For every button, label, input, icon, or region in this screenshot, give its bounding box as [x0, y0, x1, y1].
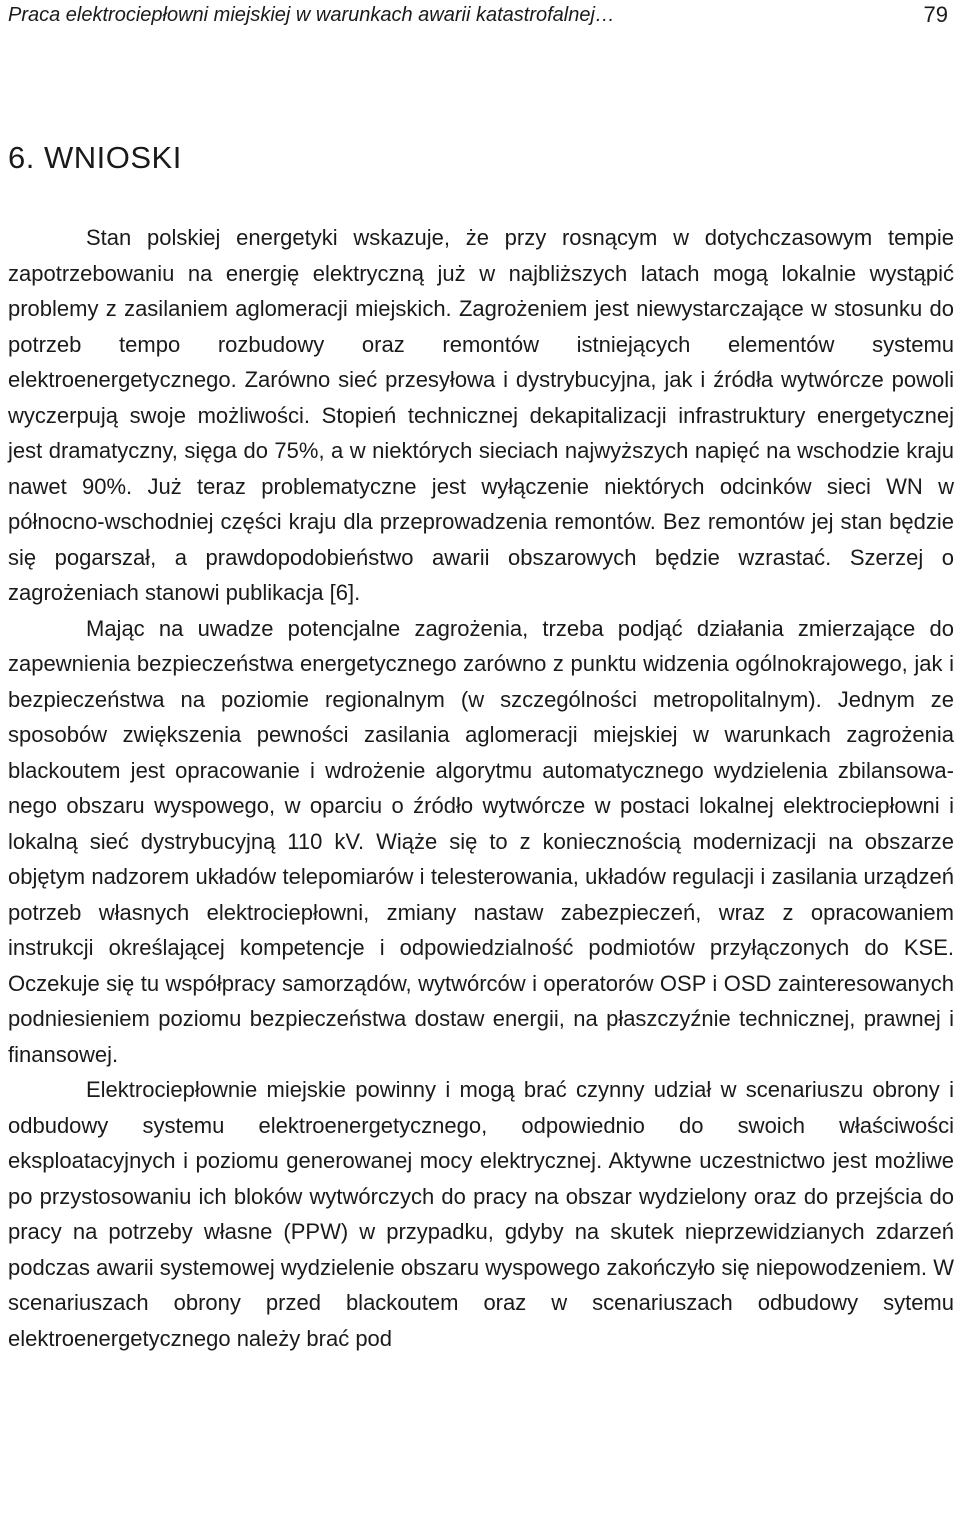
- document-page: [8, 0, 954, 1537]
- paragraph-1: Stan polskiej energetyki wskazuje, że przy rosnącym w dotychczasowym tempie zapotrzebowaniu na energię elektryczną już w najbliższych latach mogą lokalnie wystąpić problemy z zasilaniem aglomeracji miejskich. Zagrożeniem jest niewystarczające w stosunku do potrzeb tempo rozbudowy oraz remontów istniejących elementów systemu elektroenergetycznego. Zarówno sieć przesyłowa i dystrybucyjna, jak i źródła wytwórcze powoli wyczerpują swoje możliwości. Stopień technicznej dekapitalizacji infrastruktury energetycznej jest dramatyczny, sięga do 75%, a w niektórych sieciach najwyższych napięć na wschodzie kraju nawet 90%. Już teraz problematyczne jest wyłączenie niektórych odcinków sieci WN w północno-wschodniej części kraju dla przeprowadzenia remontów. Bez remontów jej stan będzie się pogarszał, a prawdopodobieństwo awarii obszarowych będzie wzrastać. Szerzej o zagrożeniach stanowi publikacja [6].: [8, 225, 954, 605]
- paragraph-2: Mając na uwadze potencjalne zagrożenia, trzeba podjąć działania zmierzające do zapewnienia bezpieczeństwa energetycznego zarówno z punktu widzenia ogólnokrajowego, jak i bezpieczeństwa na poziomie regionalnym (w szczególności metropolitalnym). Jednym ze sposobów zwiększenia pewności zasilania aglomeracji miejskiej w warunkach zagrożenia blackoutem jest opracowanie i wdrożenie algorytmu automatycznego wydzielenia zbilansowanego obszaru wyspowego, w oparciu o źródło wytwórcze w postaci lokalnej elektrociepłowni i lokalną sieć dystrybucyjną 110 kV. Wiąże się to z koniecznością modernizacji na obszarze objętym nadzorem układów telepomiarów i telesterowania, układów regulacji i zasilania urządzeń potrzeb własnych elektrociepłowni, zmiany nastaw zabezpieczeń, wraz z opracowaniem instrukcji określającej kompetencje i odpowiedzialność podmiotów przyłączonych do KSE. Oczekuje się tu współpracy samorządów, wytwórców i operatorów OSP i OSD zainteresowanych podniesieniem poziomu bezpieczeństwa dostaw energii, na płaszczyźnie technicznej, prawnej i finansowej.: [8, 615, 954, 1067]
- running-header: [8, 0, 954, 30]
- section-heading: 6. WNIOSKI: [8, 140, 182, 175]
- running-title: Praca elektrociepłowni miejskiej w warunkach awarii katastrofalnej…: [8, 4, 615, 26]
- page-number: 79: [923, 2, 948, 27]
- paragraph-3: Elektrociepłownie miejskie powinny i mogą brać czynny udział w scenariuszu obrony i odbudowy systemu elektroenergetycznego, odpowiednio do swoich właściwości eksploatacyjnych i poziomu generowanej mocy elektrycznej. Aktywne uczestnictwo jest możliwe po przystosowaniu ich bloków wytwórczych do pracy na obszar wydzielony oraz do przejścia do pracy na potrzeby własne (PPW) w przypadku, gdyby na skutek nieprzewidzianych zdarzeń podczas awarii systemowej wydzielenie obszaru wyspowego zakończyło się niepowodzeniem. W scenariuszach obrony przed blackoutem oraz w scenariuszach odbudowy sytemu elektroenergetycznego należy brać pod: [8, 1077, 954, 1351]
- body-text: [8, 220, 954, 1356]
